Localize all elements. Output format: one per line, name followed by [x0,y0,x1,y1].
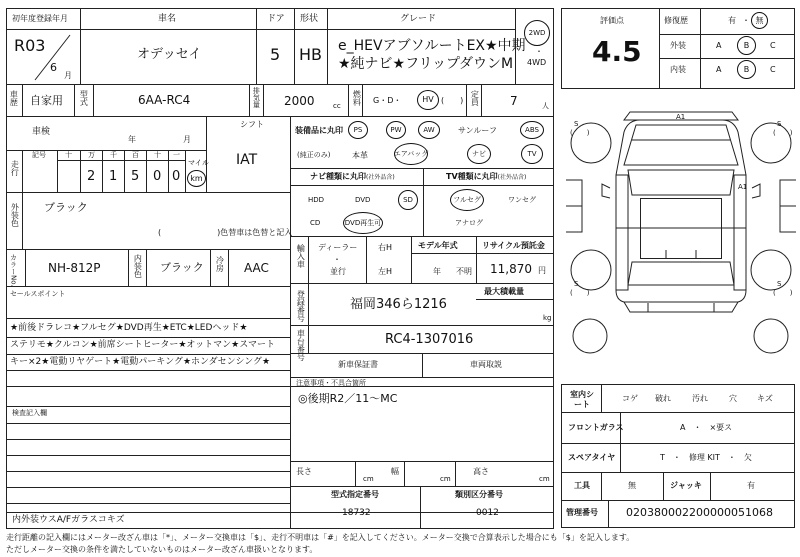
notes-value: ◎後期R2／11〜MC [298,392,398,405]
equip-airbag-text: エアバッグ [393,149,429,158]
fuel-paren: ( ) [441,96,464,105]
interior-b-circle [737,60,756,79]
interior-a: A [716,65,722,74]
navi-sd [398,190,418,210]
chassis-value: RC4-1307016 [385,332,474,347]
height-unit: cm [539,475,550,483]
tv-analog: アナログ [455,219,483,227]
ac-value: AAC [244,261,269,275]
equip-tv [521,144,543,164]
length-label: 長さ [296,467,312,476]
score-label: 評価点 [600,16,624,25]
reg-month-unit: 月 [64,71,72,80]
fuel-hv: HV [422,95,434,104]
width-label: 幅 [391,467,399,476]
diagram-s-1: S [574,120,579,128]
exterior-c: C [770,41,776,50]
grade-line1: e_HEVアブソルートEX★中期 [338,38,526,54]
owner-manual: 車両取説 [470,360,502,369]
navi-hdd: HDD [308,196,325,204]
equip-aw [418,121,440,139]
recycle-unit: 円 [538,266,546,275]
color-note: ( )色替車は色替と記入 [158,228,293,237]
repair-no: 無 [755,15,764,25]
diagram-s-4: S [777,280,782,288]
tv-fullseg [450,189,484,211]
digit-label-3: 千 [110,151,117,159]
capacity-label: 定員 [470,90,480,106]
doors-label: ドア [267,14,285,24]
import-label: 輸入車 [296,244,306,268]
grade-label: グレード [400,14,437,24]
import-dot: ・ [333,255,341,264]
odometer-digit-2: 1 [109,169,118,184]
shaken-month: 月 [183,135,191,144]
digit-label-1: 十 [65,151,72,159]
spare-label: スペアタイヤ [568,453,616,462]
name-label: 車名 [158,14,177,24]
navi-cd: CD [310,219,321,227]
seat-dirt: 汚れ [692,394,708,403]
exterior-a: A [716,41,722,50]
km-unit: km [190,173,203,183]
equip-pw-text: PW [390,125,402,134]
symbol-label: 記号 [32,151,46,159]
person-unit: 人 [542,102,549,110]
diagram-s-3: S [574,280,579,288]
drive-2wd-circle [524,20,550,46]
drive-4wd: 4WD [527,58,547,67]
navi-dvd-play [343,212,383,234]
color-no-label: カラーNo. [9,254,18,287]
mileage-label: 走行 [10,160,20,176]
class-code-label: 類別区分番号 [455,490,503,499]
ac-label: 冷房 [215,256,225,272]
equip-abs [520,121,544,139]
equipment-sub: (純正のみ) [297,151,331,159]
load-unit: kg [543,314,552,322]
plate-value: 福岡346ら1216 [350,297,447,312]
displacement-label: 排気量 [252,87,261,108]
car-body-diagram [566,112,796,353]
color-label: 外装色 [10,203,20,227]
interior-color-value: ブラック [160,261,204,274]
chassis-label: 車台番号 [296,329,306,361]
glass-label: フロントガラス [568,423,624,432]
glass-options: A ・ ×要ス [680,423,733,432]
repair-sep: ・ [742,16,750,25]
mgmt-value: 020380002200000051068 [626,506,773,519]
seat-tear: 破れ [655,394,671,403]
digit-label-6: 一 [173,151,180,159]
fuel-label: 燃料 [352,90,362,106]
equip-abs-text: ABS [525,125,539,134]
bottom-note: 内外装ウスA/Fガラスコキズ [12,515,125,525]
reg-year: R03 [14,36,46,55]
fuel-options: G・D・ [373,96,402,105]
repair-label: 修復歴 [664,16,688,25]
equip-pw [386,121,406,139]
diagram-a1-top: A1 [676,113,686,121]
odometer-digit-1: 2 [87,169,96,184]
recycle-label: リサイクル預託金 [482,241,545,250]
use-value: 自家用 [30,94,63,107]
width-unit: cm [440,475,451,483]
type-code-value: 18732 [342,508,371,518]
repair-yes: 有 [728,16,736,25]
shaken-year: 年 [128,135,136,144]
seat-scratch: キズ [757,394,773,403]
navi-dvd: DVD [355,196,371,204]
doors: 5 [270,45,281,64]
navi-sd-text: SD [403,195,413,204]
navi-title-text: ナビ種類に丸印 [310,172,366,181]
diagram-s-2: S [777,120,782,128]
shape-label: 形状 [300,14,319,24]
seat-burn: コゲ [622,394,638,403]
interior-c: C [770,65,776,74]
equip-airbag [394,143,428,165]
equip-aw-text: AW [423,125,435,134]
navi-title [310,173,395,181]
color-no-value: NH-812P [48,261,101,275]
score-value: 4.5 [592,35,642,68]
shape: HB [299,45,323,64]
equip-sunroof: サンルーフ [458,126,497,135]
tv-oneseg: ワンセグ [508,196,536,204]
mgmt-label: 管理番号 [566,508,598,517]
fuel-hv-circle [417,90,439,110]
interior-label: 内装 [670,65,686,74]
equip-navi [467,144,491,164]
equip-leather: 本革 [352,151,368,160]
import-parallel: 並行 [330,267,346,276]
spare-options: T ・ 修理 KIT ・ 欠 [660,453,752,462]
exterior-b-circle [737,36,756,55]
capacity-value: 7 [510,94,518,108]
sales-line-2: ステリモ★クルコン★前席シートヒーター★オットマン★スマート [10,340,276,350]
new-warranty: 新車保証書 [338,360,378,369]
digit-label-5: 十 [154,151,161,159]
seat-hole: 穴 [729,394,737,403]
tv-fullseg-text: フルセグ [453,195,481,204]
equip-tv-text: TV [527,149,537,158]
notes-label: 注意事項・不具合箇所 [296,379,366,387]
model-label: 型式 [79,90,89,106]
diagram-paren-3: ( ) [570,289,590,297]
displacement-value: 2000 [284,94,315,108]
odometer-digit-3: 5 [131,169,140,184]
use-label: 車歴 [9,90,19,106]
tools-label: 工具 [574,481,590,490]
odometer-digit-4: 0 [153,169,162,184]
seat-label: 室内シート [570,390,594,409]
color-value: ブラック [44,201,88,214]
tv-title-sub: (社外品含) [497,174,527,181]
height-label: 高さ [473,467,489,476]
import-dealer: ディーラー [318,243,358,252]
car-name: オデッセイ [137,47,202,62]
equipment-label: 装備品に丸印 [295,126,343,135]
shift-label: シフト [240,120,264,129]
jack-value: 有 [747,481,755,490]
repair-no-circle [751,12,768,29]
exterior-label: 外装 [670,41,686,50]
km-circle [187,170,206,187]
interior-b: B [743,64,750,74]
odometer-digit-5: 0 [172,169,181,184]
cc-unit: cc [333,102,341,110]
grade-line2: ★純ナビ★フリップダウンM [338,56,514,72]
inspect-label: 検査記入欄 [12,409,47,417]
navi-title-sub: (社外品含) [366,174,395,181]
left-hand: 左H [378,267,393,276]
equip-navi-text: ナビ [472,149,486,158]
equip-ps-text: PS [353,125,363,134]
tv-title [446,173,526,181]
class-code-value: 0012 [476,508,499,518]
interior-color-label: 内装色 [133,254,143,278]
reg-month: 6 [50,61,57,74]
footer-line-1: 走行距離の記入欄にはメーター改ざん車は「*」、メーター交換車は「$」、走行不明車は「#」を記入してください。メーター交換で合算表示した場合にも「$」を記入します。 [6,533,635,542]
diagram-paren-4: ( ) [773,289,793,297]
jack-label: ジャッキ [670,481,702,490]
diagram-paren-2: ( ) [773,129,793,137]
model-year-unknown: 不明 [456,267,472,276]
tv-title-text: TV種類に丸印 [446,172,498,181]
mile-label: マイル [188,159,209,167]
type-code-label: 型式指定番号 [331,490,379,499]
digit-label-2: 万 [88,151,95,159]
tools-value: 無 [628,481,636,490]
digit-label-4: 百 [132,151,139,159]
model-value: 6AA-RC4 [138,93,191,107]
load-label: 最大積載量 [484,287,524,296]
diagram-a1-mid: A1 [738,183,748,191]
navi-dvd-play-text: DVD再生可 [344,218,382,227]
equip-ps [348,121,368,139]
sales-line-3: キー×2★電動リヤゲート★電動パーキング★ホンダセンシング★ [10,357,271,367]
footer-line-2: ただしメーター交換の条件を満たしていないものはメーター改ざん車扱いとなります。 [6,545,318,554]
right-hand: 右H [378,243,393,252]
model-year-unit: 年 [433,267,441,276]
recycle-value: 11,870 [490,262,532,276]
sales-label: セールスポイント [10,290,66,298]
sales-line-1: ★前後ドラレコ★フルセグ★DVD再生★ETC★LEDヘッド★ [10,323,248,333]
drive-2wd: 2WD [528,28,546,37]
exterior-b: B [743,40,750,50]
shift-value: IAT [236,152,258,168]
drive-sep: ・ [535,47,543,56]
diagram-paren-1: ( ) [570,129,590,137]
reg-year-label: 初年度登録年月 [12,14,68,23]
plate-label: 登録番号 [296,290,306,322]
shaken-label: 車検 [32,127,51,137]
length-unit: cm [363,475,374,483]
model-year-label: モデル年式 [418,241,458,250]
